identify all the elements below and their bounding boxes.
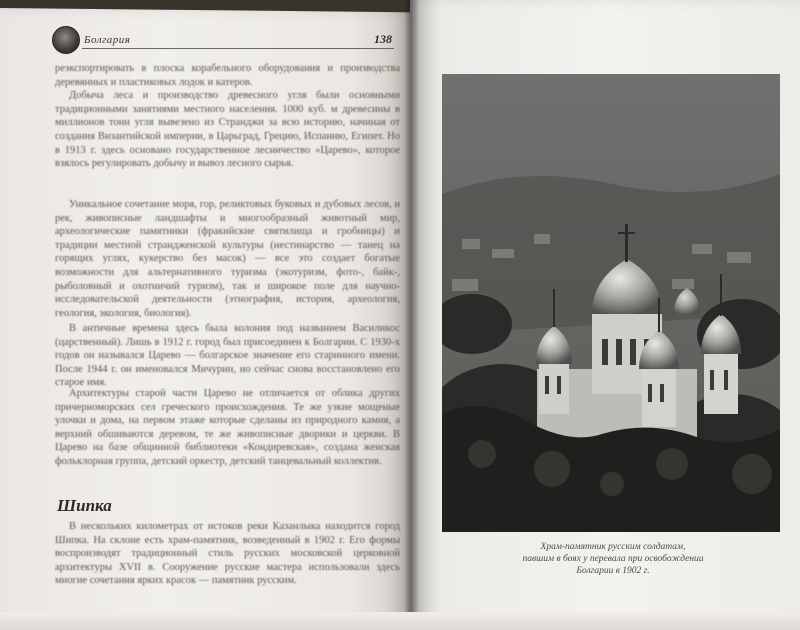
- paragraph-text: Архитектуры старой части Царево не отличается от облика других причерноморских сел греческого происхождения. Те же узкие мощеные улочки и дома, на первом этаже которые сделаны из природного камня, а верхний обшиваются деревом, те же живописные дворики и церкви. В Царево на базе общинной библиотеки «Кондиревская», создана женская фольклорная группа, детский оркестр, детский танцевальный коллектив.: [55, 388, 400, 467]
- paragraph-text: В античные времена здесь была колония под названием Василикос (царственный). Лишь в 1912 г. город был присоединен к Болгарии. С 1930-х годов он назывался Царево — болгарское значение его старинного имени. После 1944 г. он именовался Мичурин, но сейчас снова восстановлено его старое имя.: [55, 323, 400, 389]
- paragraph-text: реэкспортировать в плоска корабельного оборудования и производства деревянных и пластиковых лодок и катеров.: [55, 63, 400, 88]
- header-rule: [82, 48, 394, 49]
- caption-line: Храм-памятник русским солдатам,: [540, 542, 686, 552]
- book-spine: [404, 0, 418, 630]
- paragraph-5: [55, 387, 400, 469]
- paragraph-text: Добыча леса и производство древесного угля были основными традиционными занятиями местного населения. 1000 куб. м древесины в миллионов тонн угля вывезено из Странджи за всю историю, начиная от создания Византийской империи, в Царьград, Грецию, Испанию, Египет. Но в 1913 г. здесь основано государственное лесничество «Царево», которое взялось регулировать добычу и вывоз лесного сырья.: [55, 90, 400, 170]
- running-head: Болгария: [84, 34, 131, 46]
- paragraph-text: Уникальное сочетание моря, гор, реликтовых буковых и дубовых лесов, и рек, живописные ландшафты и многообразный животный мир, археологические памятники (фракийские святилища и гробницы) и традиции местной страндженской культуры (нестинарство — танец на горящих углях, кукерство без масок) — все это создает богатые возможности для альтернативного туризма (экотуризм, фото-, байк-, рыболовный и охотничий туризм), так и широкое поле для научно-исследовательской деятельности (этнография, история, археология, геология, экология, биология).: [55, 199, 400, 319]
- page-header: [52, 26, 392, 54]
- coin-emblem-icon: [52, 26, 80, 54]
- section-paragraph: [55, 520, 400, 588]
- caption-line: павшим в боях у перевала при освобождении: [522, 554, 704, 564]
- page-edge-foreground: [0, 612, 800, 630]
- paragraph-4: [55, 322, 400, 390]
- photo-caption: [448, 541, 778, 577]
- church-photo-drawing: [442, 74, 780, 532]
- church-photo: [442, 74, 780, 532]
- paragraph-3: [55, 198, 400, 320]
- caption-line: Болгарии в 1902 г.: [576, 566, 650, 576]
- paragraph-1: [55, 62, 400, 171]
- page-number: 138: [374, 32, 392, 46]
- section-title: Шипка: [57, 496, 112, 515]
- paragraph-text: В нескольких километрах от истоков реки Казанлыка находится город Шипка. На склоне есть храм-памятник, возведенный в 1902 г. Его формы воспроизводят традиционный стиль русских московской церковной архитектуры XVII в. Сооружение русские мастера использовали здесь многие сочетания ярких красок — памятник русским.: [55, 521, 400, 587]
